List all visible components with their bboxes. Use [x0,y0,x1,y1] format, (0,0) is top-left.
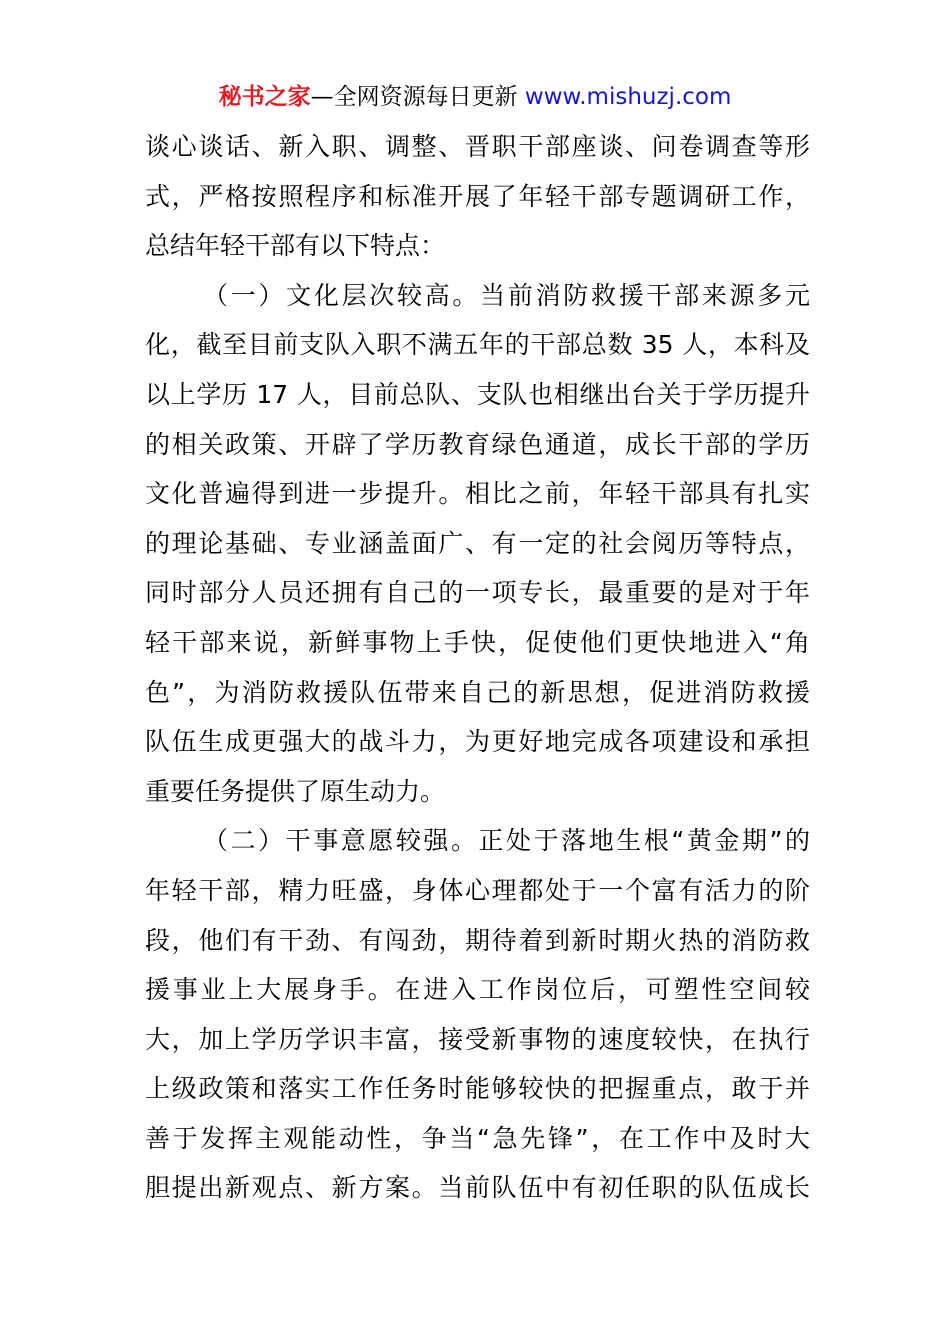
document-body [145,122,810,1213]
text-line: 队伍生成更强大的战斗力，为更好地完成各项建设和承担 [145,727,810,757]
text-line: 式，严格按照程序和标准开展了年轻干部专题调研工作， [145,181,810,211]
text-line: 段，他们有干劲、有闯劲，期待着到新时期火热的消防救 [145,925,810,955]
text-line: 谈心谈话、新入职、调整、晋职干部座谈、问卷调查等形 [145,132,810,161]
text-line: 总结年轻干部有以下特点： [145,231,446,261]
brand-name: 秘书之家 [218,84,311,110]
text-line: （一）文化层次较高。当前消防救援干部来源多元 [203,280,810,310]
text-line: 援事业上大展身手。在进入工作岗位后，可塑性空间较 [145,975,810,1005]
text-line: 的理论基础、专业涵盖面广、有一定的社会阅历等特点， [145,528,810,558]
text-line: 化，截至目前支队入职不满五年的干部总数 35 人，本科及 [145,330,810,360]
text-line: 重要任务提供了原生动力。 [145,776,446,806]
text-line: 色”，为消防救援队伍带来自己的新思想，促进消防救援 [145,677,810,707]
text-line: 年轻干部，精力旺盛，身体心理都处于一个富有活力的阶 [145,875,810,905]
header-tagline: —全网资源每日更新 [310,84,525,110]
site-url-link[interactable]: www.mishuzj.com [524,84,732,110]
text-line: 上级政策和落实工作任务时能够较快的把握重点，敢于并 [145,1074,810,1104]
site-header [0,80,950,114]
text-line: 胆提出新观点、新方案。当前队伍中有初任职的队伍成长 [145,1173,810,1203]
text-line: 轻干部来说，新鲜事物上手快，促使他们更快地进入“角 [145,627,810,657]
text-line: （二）干事意愿较强。正处于落地生根“黄金期”的 [203,826,810,856]
text-line: 善于发挥主观能动性，争当“急先锋”，在工作中及时大 [145,1123,810,1153]
text-line: 以上学历 17 人，目前总队、支队也相继出台关于学历提升 [145,379,810,409]
text-line: 的相关政策、开辟了学历教育绿色通道，成长干部的学历 [145,429,810,459]
text-line: 同时部分人员还拥有自己的一项专长，最重要的是对于年 [145,578,810,608]
text-line: 文化普遍得到进一步提升。相比之前，年轻干部具有扎实 [145,479,810,509]
text-line: 大，加上学历学识丰富，接受新事物的速度较快，在执行 [145,1024,810,1054]
